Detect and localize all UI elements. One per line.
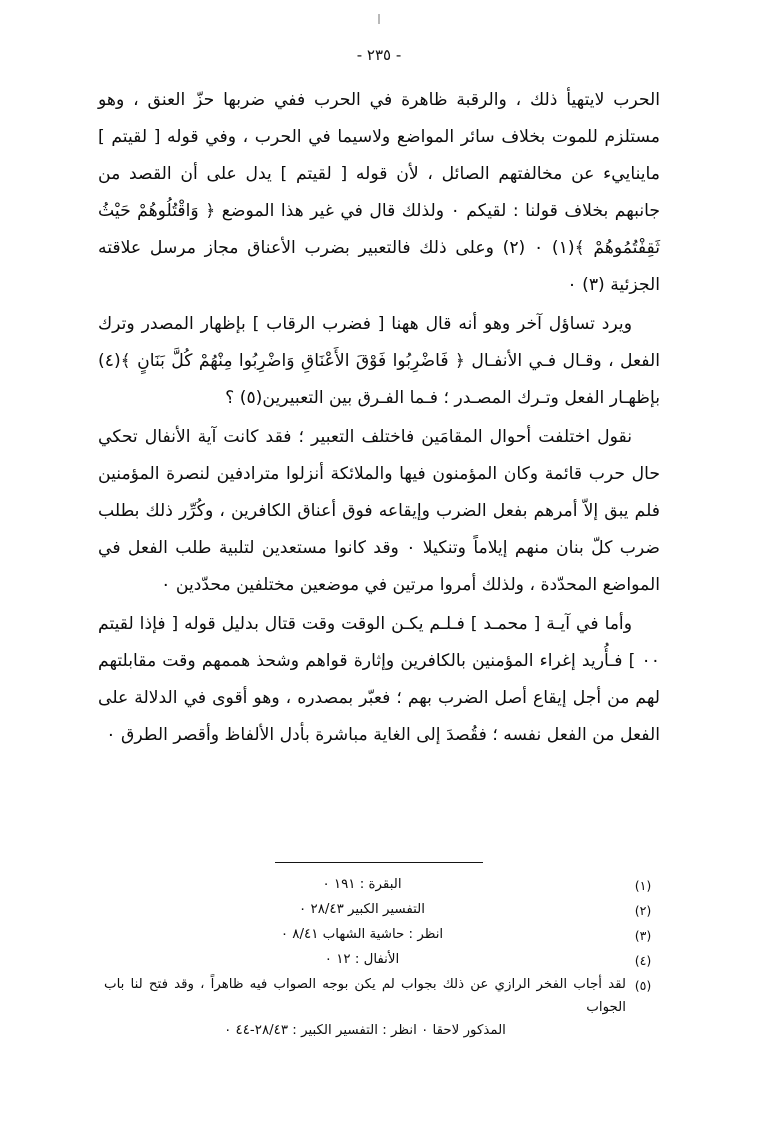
footnote-number: (١): [634, 878, 652, 893]
footnote-text: لقد أجاب الفخر الرازي عن ذلك بجواب لم يكن بوجه الصواب فيه ظاهراً ، وقد فتح لنا باب الجواب: [104, 977, 626, 1015]
footnote-row: [98, 898, 660, 922]
footnote-text-continuation: المذكور لاحقا ٠ انظر : التفسير الكبير : ٢٨/٤٣-٤٤ ٠: [224, 1023, 506, 1038]
footnote-number: (٥): [634, 978, 652, 993]
footnote-text: البقرة : ١٩١ ٠: [322, 877, 402, 892]
footnote-row: [98, 948, 660, 972]
footnote-row: [98, 973, 660, 1042]
footnote-separator-rule: [275, 862, 483, 863]
page-top-registration-mark: [378, 14, 380, 24]
footnote-number: (٣): [634, 928, 652, 943]
footnote-text: الأنفال : ١٢ ٠: [324, 952, 400, 967]
footnote-text-block: [98, 973, 626, 1042]
footnote-row: [98, 873, 660, 897]
footnote-number: (٢): [634, 903, 652, 918]
page-body-text: [98, 82, 660, 756]
footnote-text: التفسير الكبير ٢٨/٤٣ ٠: [299, 902, 425, 917]
footnotes-section: [98, 862, 660, 1043]
page-number: - ٢٣٥ -: [356, 46, 402, 64]
footnote-row: [98, 923, 660, 947]
footnote-text: انظر : حاشية الشهاب ٨/٤١ ٠: [280, 927, 444, 942]
paragraph-2: ويرد تساؤل آخر وهو أنه قال ههنا [ فضرب الرقاب ] بإظهار المصدر وترك الفعل ، وقـال فـي الأنفـال ﴿ فَاضْرِبُوا فَوْقَ الأَعْنَاقِ وَاضْرِبُوا مِنْهُمْ كُلَّ بَنَانٍ ﴾(٤) بإظهـار الفعل وتـرك المصـدر ؛ فـما الفـرق بين التعبيرين(٥) ؟: [98, 314, 660, 408]
paragraph-1: الحرب لايتهيأ ذلك ، والرقبة ظاهرة في الحرب ففي ضربها حزّ العنق ، وهو مستلزم للموت بخلاف سائر المواضع ولاسيما في الحرب ، وفي قوله [ لقيتم ] مايناييء عن مخالفتهم الصائل ، لأن قوله [ لقيتم ] يدل على أن القصد من جانبهم بخلاف قولنا : لقيكم ٠ ولذلك قال في غير هذا الموضع ﴿ وَاقْتُلُوهُمْ حَيْثُ ثَقِفْتُمُوهُمْ ﴾(١) ٠ (٢) وعلى ذلك فالتعبير بضرب الأعناق مجاز مرسل علاقته الجزئية (٣) ٠: [98, 90, 661, 295]
paragraph-3: نقول اختلفت أحوال المقامَين فاختلف التعبير ؛ فقد كانت آية الأنفال تحكي حال حرب قائمة وكان المؤمنون فيها والملائكة أنزلوا مترادفين لنصرة المؤمنين فلم يبق إلاّ أمرهم بفعل الضرب وإيقاعه فوق أعناق الكافرين ، وكُرِّر ذلك بطلب ضرب كلّ بنان منهم إيلاماً وتنكيلا ٠ وقد كانوا مستعدين لتلبية طلب الفعل في المواضع المحدّدة ، ولذلك أمروا مرتين في موضعين مختلفين محدّدين ٠: [98, 427, 660, 595]
paragraph-4: وأما في آيـة [ محمـد ] فـلـم يكـن الوقت وقت قتال بدليل قوله [ فإذا لقيتم ٠٠ ] فـأُريد إغراء المؤمنين بالكافرين وإثارة قواهم وشحذ هممهم وقت مقابلتهم لهم من أجل إيقاع أصل الضرب بهم ؛ فعبّر بمصدره ، وهو أقوى في الدلالة على الفعل من الفعل نفسه ؛ فقُصدَ إلى الغاية مباشرة بأدل الألفاظ وأقصر الطرق ٠: [98, 614, 660, 745]
footnote-number: (٤): [634, 953, 652, 968]
